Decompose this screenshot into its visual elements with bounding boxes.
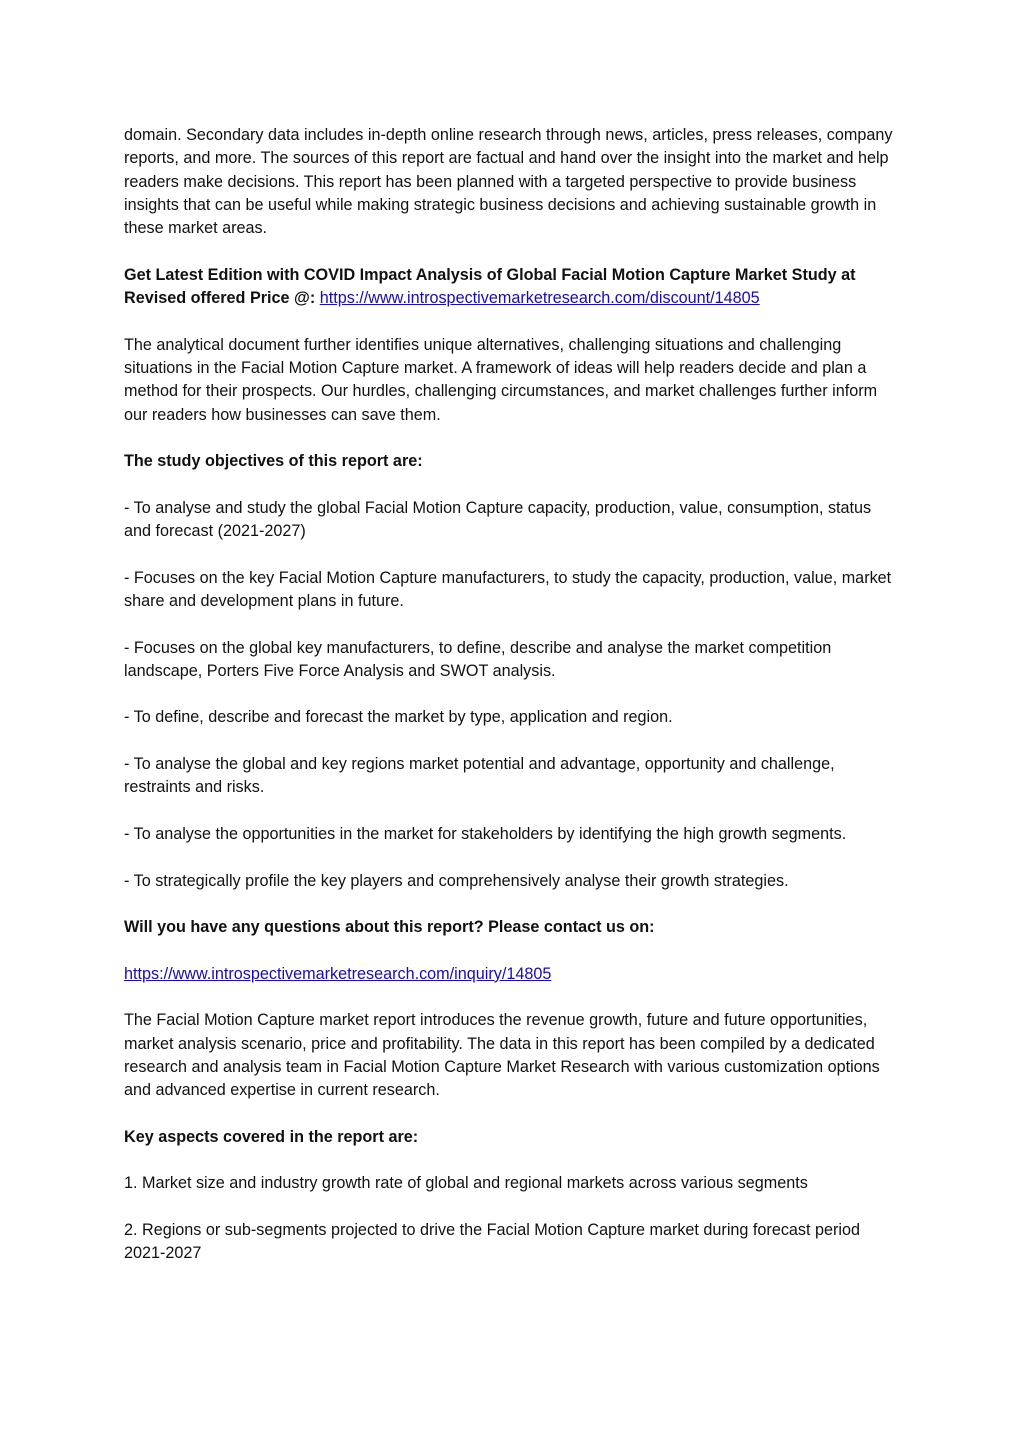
key-aspect-item: 1. Market size and industry growth rate of global and regional markets across various segments — [124, 1174, 808, 1193]
objective-item: - To strategically profile the key players and comprehensively analyse their growth strategies. — [124, 871, 789, 890]
contact-link-paragraph — [124, 963, 899, 986]
document-page — [124, 124, 899, 1289]
inquiry-link[interactable]: https://www.introspectivemarketresearch.com/inquiry/14805 — [124, 964, 552, 983]
objectives-heading — [124, 450, 899, 473]
objective-item: - Focuses on the key Facial Motion Capture manufacturers, to study the capacity, production, value, market share and development plans in future. — [124, 568, 892, 610]
key-aspects-heading-text: Key aspects covered in the report are: — [124, 1127, 419, 1146]
discount-offer-text: Get Latest Edition with COVID Impact Analysis of Global Facial Motion Capture Market Study at Revised offered Price @: — [124, 265, 856, 308]
key-aspect-item: 2. Regions or sub-segments projected to drive the Facial Motion Capture market during forecast period 2021-2027 — [124, 1220, 861, 1263]
objective-item: - To define, describe and forecast the market by type, application and region. — [124, 708, 673, 727]
objective-item: - To analyse and study the global Facial Motion Capture capacity, production, value, consumption, status and forecast (2021-2027) — [124, 498, 872, 541]
objectives-heading-text: The study objectives of this report are: — [124, 452, 423, 471]
key-aspects-heading — [124, 1126, 899, 1149]
summary-paragraph: The Facial Motion Capture market report introduces the revenue growth, future and future opportunities, market analysis scenario, price and profitability. The data in this report has been compiled by a dedicated research and analysis team in Facial Motion Capture Market Research with various customization options and advanced expertise in current research. — [124, 1011, 880, 1100]
discount-offer — [124, 264, 899, 311]
analytical-paragraph: The analytical document further identifies unique alternatives, challenging situations and challenging situations in the Facial Motion Capture market. A framework of ideas will help readers decide and plan a method for their prospects. Our hurdles, challenging circumstances, and market challenges further inform our readers how businesses can save them. — [124, 335, 878, 424]
discount-link[interactable]: https://www.introspectivemarketresearch.com/discount/14805 — [319, 289, 760, 308]
objective-item: - To analyse the global and key regions market potential and advantage, opportunity and challenge, restraints and risks. — [124, 755, 835, 797]
objective-item: - Focuses on the global key manufacturers, to define, describe and analyse the market competition landscape, Porters Five Force Analysis and SWOT analysis. — [124, 638, 832, 680]
contact-heading-text: Will you have any questions about this report? Please contact us on: — [124, 918, 655, 937]
objective-item: - To analyse the opportunities in the market for stakeholders by identifying the high growth segments. — [124, 824, 847, 843]
contact-heading — [124, 916, 899, 939]
intro-paragraph: domain. Secondary data includes in-depth online research through news, articles, press releases, company reports, and more. The sources of this report are factual and hand over the insight into the market and help readers make decisions. This report has been planned with a targeted perspective to provide business insights that can be useful while making strategic business decisions and achieving sustainable growth in these market areas. — [124, 126, 893, 238]
